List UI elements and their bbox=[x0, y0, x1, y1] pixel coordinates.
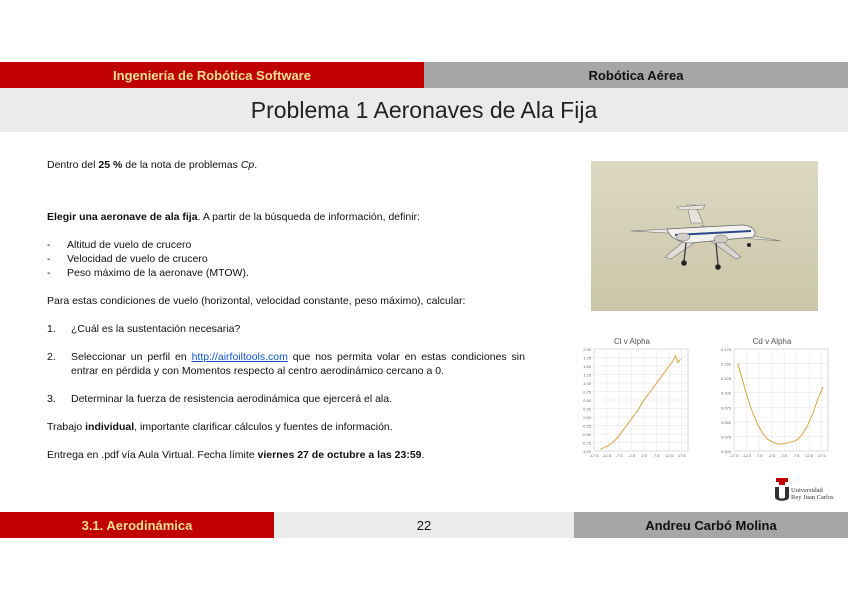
university-name: Universidad Rey Juan Carlos bbox=[791, 487, 834, 501]
airplane-illustration bbox=[591, 161, 818, 311]
cl-chart-title: Cl v Alpha bbox=[613, 337, 651, 346]
cd-y-tick-label: 0.050 bbox=[720, 419, 731, 425]
cd-x-tick-label: 12.5 bbox=[805, 453, 814, 458]
intro-paragraph: Dentro del 25 % de la nota de problemas Cp. bbox=[47, 159, 258, 171]
cd-y-tick-label: 0.100 bbox=[720, 390, 731, 396]
bullet-item: - Altitud de vuelo de crucero bbox=[47, 239, 192, 251]
bullet-item: - Velocidad de vuelo de crucero bbox=[47, 253, 208, 265]
choose-paragraph: Elegir una aeronave de ala fija. A partir de la búsqueda de información, definir: bbox=[47, 211, 420, 223]
cd-x-tick-label: -12.5 bbox=[741, 453, 752, 458]
delivery-paragraph: Entrega en .pdf vía Aula Virtual. Fecha límite viernes 27 de octubre a las 23:59. bbox=[47, 449, 425, 461]
cd-x-tick-label: -7.5 bbox=[755, 453, 763, 458]
cd-x-tick-label: 2.5 bbox=[781, 453, 787, 458]
footer-section: 3.1. Aerodinámica bbox=[0, 512, 274, 538]
university-crest-icon bbox=[772, 478, 792, 504]
cl-y-tick-label: 2.00 bbox=[583, 347, 591, 352]
cd-x-tick-label: 17.5 bbox=[817, 453, 826, 458]
subject-title: Robótica Aérea bbox=[424, 62, 848, 88]
slide-content bbox=[47, 158, 525, 462]
cd-x-tick-label: -2.5 bbox=[768, 453, 776, 458]
cl-x-tick-label: -7.5 bbox=[615, 453, 623, 458]
cl-y-tick-label: 1.00 bbox=[583, 381, 591, 386]
course-title: Ingeniería de Robótica Software bbox=[0, 62, 424, 88]
cl-x-tick-label: -2.5 bbox=[628, 453, 636, 458]
cd-x-tick-label: -17.5 bbox=[729, 453, 739, 458]
cd-chart-title: Cd v Alpha bbox=[752, 337, 792, 346]
cl-x-tick-label: 2.5 bbox=[641, 453, 647, 458]
cl-x-tick-label: -17.5 bbox=[589, 453, 599, 458]
cd-chart-svg bbox=[708, 333, 833, 461]
numbered-item: 1. ¿Cuál es la sustentación necesaria? bbox=[47, 323, 241, 335]
cl-y-tick-label: -0.25 bbox=[581, 423, 591, 429]
cl-x-tick-label: -12.5 bbox=[601, 453, 612, 458]
cl-y-tick-label: 1.75 bbox=[583, 355, 591, 361]
cl-y-tick-label: 0.50 bbox=[583, 398, 591, 403]
cd-alpha-chart bbox=[708, 333, 833, 461]
cl-y-tick-label: -0.75 bbox=[581, 440, 591, 446]
cd-y-tick-label: 0.125 bbox=[720, 376, 731, 382]
airfoiltools-link[interactable]: http://airfoiltools.com bbox=[191, 351, 288, 363]
bullet-item: - Peso máximo de la aeronave (MTOW). bbox=[47, 267, 249, 279]
numbered-item: 2. Seleccionar un perfil en http://airfoiltools.com que nos permita volar en estas condiciones sin entrar en pérdida y con Momentos respecto al centro aerodinámico cercano a 0. bbox=[47, 351, 525, 377]
cl-y-tick-label: 1.25 bbox=[583, 372, 591, 378]
author-name: Andreu Carbó Molina bbox=[574, 512, 848, 538]
page-number: 22 bbox=[274, 512, 574, 538]
conditions-paragraph: Para estas condiciones de vuelo (horizontal, velocidad constante, peso máximo), calcular: bbox=[47, 295, 466, 307]
numbered-item: 3. Determinar la fuerza de resistencia aerodinámica que ejercerá el ala. bbox=[47, 393, 392, 405]
cl-y-tick-label: -1.00 bbox=[581, 449, 591, 454]
cd-y-tick-label: 0.150 bbox=[720, 361, 731, 367]
cd-y-tick-label: 0.075 bbox=[720, 405, 731, 411]
cl-y-tick-label: 1.50 bbox=[583, 364, 591, 369]
cd-y-tick-label: 0.000 bbox=[720, 449, 731, 454]
cl-y-tick-label: 0.75 bbox=[583, 389, 591, 395]
cl-chart-svg bbox=[568, 333, 693, 461]
cl-x-tick-label: 17.5 bbox=[677, 453, 686, 458]
cl-y-tick-label: -0.50 bbox=[581, 432, 591, 437]
work-paragraph: Trabajo individual, importante clarificar cálculos y fuentes de información. bbox=[47, 421, 393, 433]
cl-alpha-chart bbox=[568, 333, 693, 461]
cl-y-tick-label: 0.00 bbox=[583, 415, 591, 420]
slide-title: Problema 1 Aeronaves de Ala Fija bbox=[250, 96, 598, 123]
cl-y-tick-label: 0.25 bbox=[583, 406, 591, 412]
title-band bbox=[0, 88, 848, 132]
cd-y-tick-label: 0.025 bbox=[720, 434, 731, 440]
cl-x-tick-label: 12.5 bbox=[665, 453, 674, 458]
cl-x-tick-label: 7.5 bbox=[653, 453, 660, 458]
cd-x-tick-label: 7.5 bbox=[793, 453, 800, 458]
aircraft-photo bbox=[591, 161, 818, 311]
cd-y-tick-label: 0.175 bbox=[720, 347, 731, 352]
